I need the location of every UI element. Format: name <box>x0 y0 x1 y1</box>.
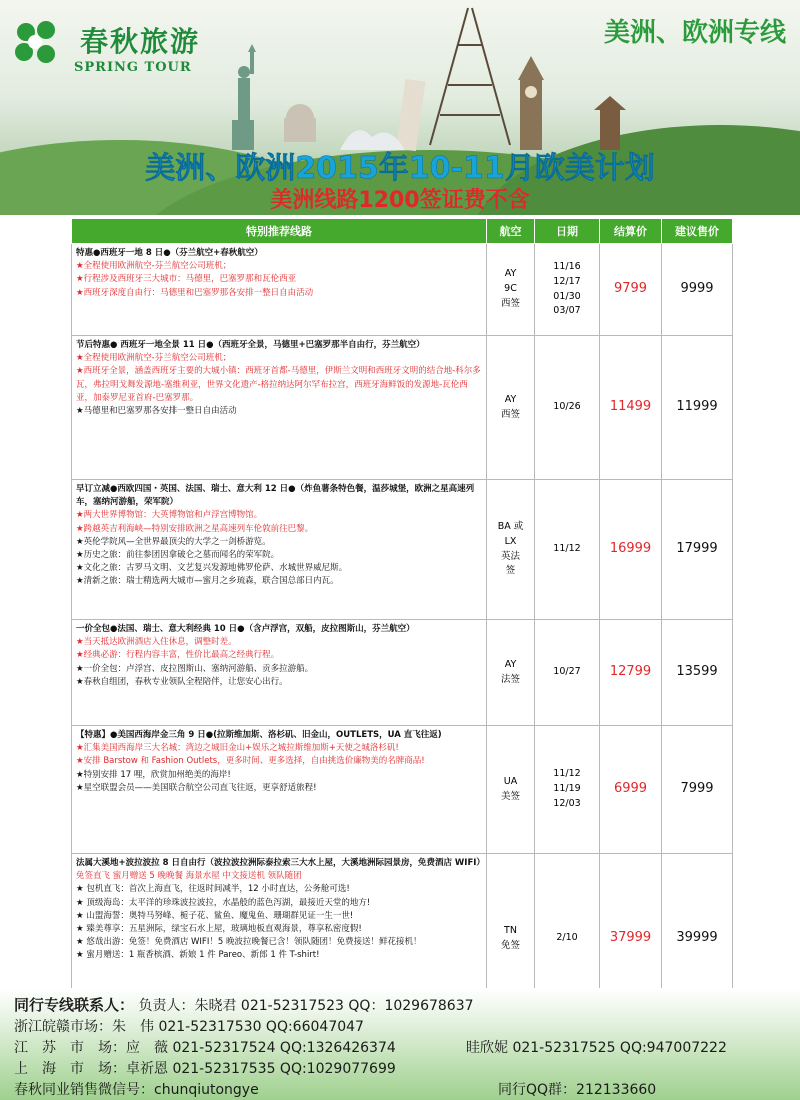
column-header-airline: 航空 <box>487 219 535 244</box>
settle-price-cell: 11499 <box>600 336 662 480</box>
route-description <box>72 726 487 854</box>
settle-price-cell: 6999 <box>600 726 662 854</box>
contact-wechat: 春秋同业销售微信号：chunqiutongye <box>14 1082 259 1098</box>
brand-logo[interactable] <box>10 12 240 82</box>
column-header-route: 特别推荐线路 <box>72 219 487 244</box>
route-feature: ★文化之旅：古罗马文明、文艺复兴发源地佛罗伦萨、水城世界威尼斯。 <box>76 563 348 574</box>
route-badge: 美洲、欧洲专线 <box>603 18 786 48</box>
table-row <box>72 726 733 854</box>
logo-text-en: SPRING TOUR <box>74 60 192 75</box>
date-cell: 10/27 <box>535 620 600 726</box>
route-feature: ★当天抵达欧洲酒店入住休息，调整时差。 <box>76 637 237 648</box>
route-feature: ★全程使用欧洲航空-芬兰航空公司班机； <box>76 353 232 364</box>
route-title: 特惠●西班牙一地 8 日●（芬兰航空+春秋航空） <box>76 248 263 258</box>
airline-cell: UA 美签 <box>487 726 535 854</box>
route-feature: ★ 臻美尊享：五星洲际，绿宝石水上屋，玻璃地板直观海景，尊享私密度假! <box>76 923 362 934</box>
route-price-table <box>71 218 733 1024</box>
contact-zhejiang: 浙江皖赣市场：朱 伟 021-52317530 QQ:66047047 <box>14 1019 364 1035</box>
route-feature: ★行程涉及西班牙三大城市：马德里，巴塞罗那和瓦伦西亚 <box>76 274 297 285</box>
route-feature: ★特别安排 17 哩，欣赏加州绝美的海岸! <box>76 769 231 780</box>
contact-jiangsu-2: 眭欣妮 021-52317525 QQ:947007222 <box>466 1040 727 1056</box>
route-description <box>72 336 487 480</box>
table-row <box>72 336 733 480</box>
route-title: 节后特惠● 西班牙一地全景 11 日●（西班牙全景，马德里+巴塞罗那半自由行，芬兰航空） <box>76 340 425 350</box>
contact-jiangsu: 江 苏 市 场：应 薇 021-52317524 QQ:1326426374 <box>14 1040 396 1056</box>
suggest-price-cell: 11999 <box>662 336 733 480</box>
spring-tour-logo-icon <box>10 18 66 74</box>
route-feature: ★历史之旅：前往参团因拿破仑之墓而闻名的荣军院。 <box>76 549 280 560</box>
logo-text-cn: 春秋旅游 <box>80 25 201 58</box>
contact-line-main <box>14 994 474 1015</box>
route-title: 一价全包●法国、瑞士、意大利经典 10 日●（含卢浮宫，双船，皮拉图斯山，芬兰航空） <box>76 624 415 634</box>
table-row <box>72 244 733 336</box>
route-feature: ★全程使用欧洲航空-芬兰航空公司班机； <box>76 261 232 272</box>
route-feature: ★ 悠哉出游：免签！免费酒店 WIFI！5 晚波拉晚餐已含！领队随团！免费接送！鲜花接机！ <box>76 937 422 948</box>
route-feature: ★经典必游：行程内容丰富，性价比最高之经典行程。 <box>76 650 280 661</box>
date-cell: 11/16 12/17 01/30 03/07 <box>535 244 600 336</box>
date-cell: 11/12 11/19 12/03 <box>535 726 600 854</box>
airline-cell: AY 西签 <box>487 336 535 480</box>
route-feature: ★跨越英吉利海峡—特别安排欧洲之星高速列车伦敦前往巴黎。 <box>76 523 314 534</box>
route-feature: ★西班牙深度自由行：马德里和巴塞罗那各安排一整日自由活动 <box>76 287 314 298</box>
suggest-price-cell: 9999 <box>662 244 733 336</box>
route-feature: ★英伦学院风—全世界最顶尖的大学之一剑桥游览。 <box>76 536 271 547</box>
route-description <box>72 620 487 726</box>
table-row <box>72 620 733 726</box>
header-banner <box>0 0 800 215</box>
suggest-price-cell: 17999 <box>662 480 733 620</box>
route-feature: ★ 顶级海岛：太平洋的珍珠波拉波拉，水晶般的蓝色泻湖，最接近天堂的地方! <box>76 897 371 908</box>
route-feature: ★ 蜜月赠送：1 瓶香槟酒、新娘 1 件 Pareo、新郎 1 件 T-shirt! <box>76 950 320 961</box>
route-description <box>72 480 487 620</box>
contact-footer <box>0 988 800 1100</box>
route-feature: ★清新之旅：瑞士精选两大城市—蜜月之乡琉森，联合国总部日内瓦。 <box>76 576 339 587</box>
route-feature: ★一价全包：卢浮宫、皮拉图斯山、塞纳河游船、贡多拉游船。 <box>76 663 314 674</box>
route-feature: ★两大世界博物馆：大英博物馆和卢浮宫博物馆。 <box>76 510 263 521</box>
contact-head: 负责人：朱晓君 021-52317523 QQ：1029678637 <box>138 998 474 1014</box>
route-feature: ★ 山盟海誓：奥特马努峰、栀子花、鲨鱼、魔鬼鱼、珊瑚群见证一生一世! <box>76 910 354 921</box>
settle-price-cell: 37999 <box>600 854 662 1024</box>
route-feature: ★安排 Barstow 和 Fashion Outlets，更多时间、更多选择，自由挑选价廉物美的名牌商品! <box>76 756 425 767</box>
column-header-suggest-price: 建议售价 <box>662 219 733 244</box>
route-feature: 免签直飞 蜜月赠送 5 晚晚餐 海景水屋 中文接送机 领队随团 <box>76 871 302 882</box>
date-cell: 11/12 <box>535 480 600 620</box>
airline-cell: AY 法签 <box>487 620 535 726</box>
contact-label: 同行专线联系人： <box>14 996 135 1014</box>
route-title: 早订立减●西欧四国・英国、法国、瑞士、意大利 12 日●（炸鱼薯条特色餐，温莎城堡，欧洲之星高速列车，塞纳河游船，荣军院） <box>76 484 475 508</box>
route-feature: ★星空联盟会员——美国联合航空公司直飞往返，更享舒适旅程! <box>76 782 317 793</box>
suggest-price-cell: 39999 <box>662 854 733 1024</box>
date-cell: 10/26 <box>535 336 600 480</box>
airline-cell: TN 免签 <box>487 854 535 1024</box>
route-feature: ★春秋自组团，春秋专业领队全程陪伴，让您安心出行。 <box>76 676 288 687</box>
route-description <box>72 244 487 336</box>
route-feature: ★马德里和巴塞罗那各安排一整日自由活动 <box>76 405 237 416</box>
column-header-settle-price: 结算价 <box>600 219 662 244</box>
settle-price-cell: 12799 <box>600 620 662 726</box>
suggest-price-cell: 13599 <box>662 620 733 726</box>
route-feature: ★西班牙全景，涵盖西班牙主要的大城小镇：西班牙首都-马德里，伊斯兰文明和西班牙文明的结合地-科尔多瓦，弗拉明戈舞发源地-塞维利亚，世界文化遗产-格拉纳达阿尔罕布拉宫，西班牙海鲜饭的发源地-瓦伦西亚，加泰罗尼亚首府-巴塞罗那。 <box>76 366 481 403</box>
column-header-date: 日期 <box>535 219 600 244</box>
settle-price-cell: 9799 <box>600 244 662 336</box>
route-feature: ★汇集美国西海岸三大名城：湾边之城旧金山+娱乐之城拉斯维加斯+天使之城洛杉矶! <box>76 743 399 754</box>
table-header-row <box>72 219 733 244</box>
settle-price-cell: 16999 <box>600 480 662 620</box>
airline-cell: AY 9C 西签 <box>487 244 535 336</box>
contact-shanghai: 上 海 市 场：卓祈恩 021-52317535 QQ:1029077699 <box>14 1061 396 1077</box>
contact-qq-group: 同行QQ群：212133660 <box>498 1082 657 1098</box>
route-title: 【特惠】●美国西海岸金三角 9 日●(拉斯维加斯、洛杉矶、旧金山，OUTLETS，UA 直飞往返) <box>76 730 442 740</box>
route-feature: ★ 包机直飞：首次上海直飞，往返时间减半，12 小时直达，公务舱可选! <box>76 884 350 895</box>
route-title: 法属大溪地+波拉波拉 8 日自由行（波拉波拉洲际泰拉索三大水上屋，大溪地洲际园景房，免费酒店 WIFI） <box>76 858 485 868</box>
date-cell: 2/10 <box>535 854 600 1024</box>
table-row <box>72 480 733 620</box>
airline-cell: BA 或 LX 英法 签 <box>487 480 535 620</box>
page-headline: 美洲、欧洲2015年10-11月欧美计划 <box>145 151 655 186</box>
suggest-price-cell: 7999 <box>662 726 733 854</box>
visa-notice: 美洲线路1200签证费不含 <box>270 188 530 213</box>
